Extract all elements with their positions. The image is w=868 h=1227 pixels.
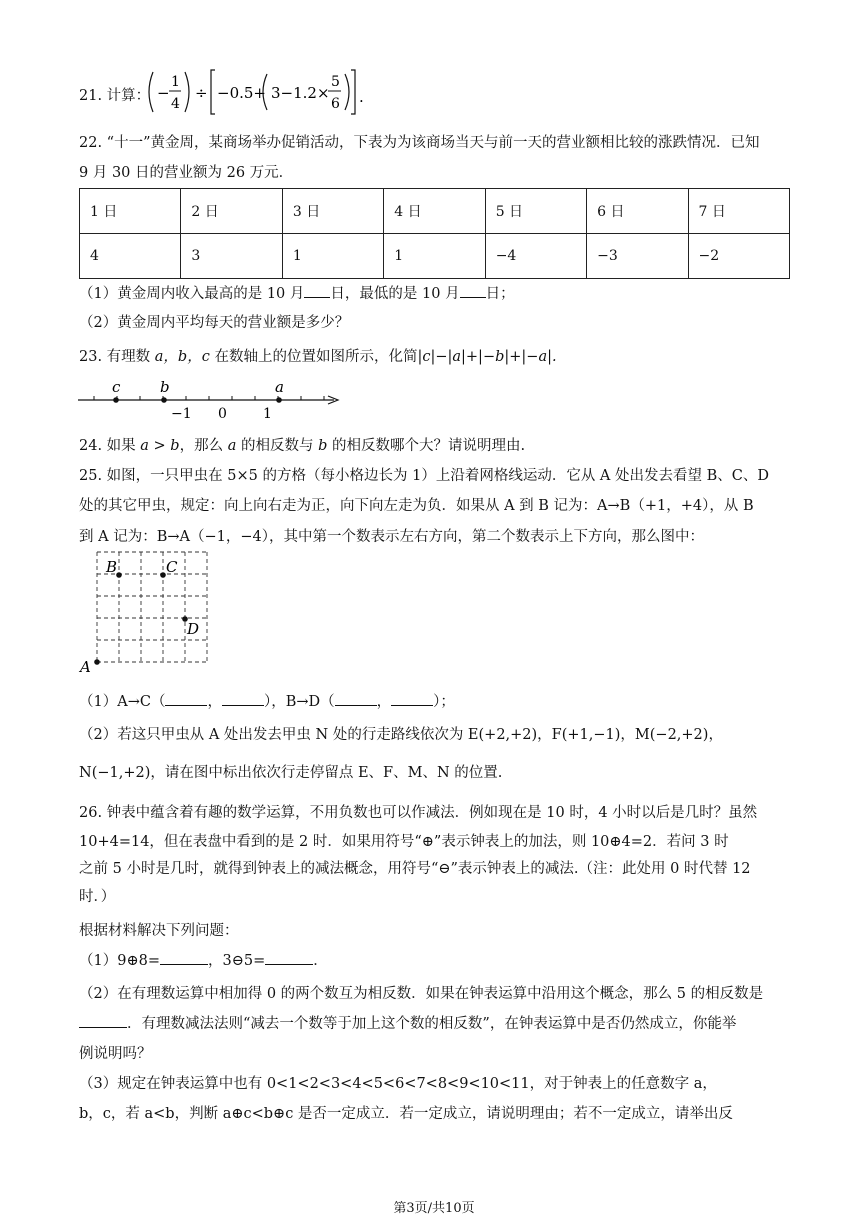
answer-blank[interactable] xyxy=(391,691,433,706)
q26-line2: 10+4=14，但在表盘中看到的是 2 时．如果用符号“⊕”表示钟表上的加法，则 10⊕4=2．若问 3 时 xyxy=(79,834,729,850)
table-cell: 5 日 xyxy=(485,189,586,234)
q21-num2: 5 xyxy=(331,74,340,90)
beetle-grid-diagram xyxy=(76,548,216,678)
q24-text-c: 的相反数与 xyxy=(236,438,319,454)
q26-line3: 之前 5 小时是几时，就得到钟表上的减法概念，用符号“⊖”表示钟表上的减法.（注：此处用 0 时代替 12 xyxy=(79,861,751,877)
table-cell: −3 xyxy=(587,234,688,279)
q23-expression: |c|−|a|+|−b|+|−a|. xyxy=(417,349,557,365)
answer-blank[interactable] xyxy=(304,283,330,298)
q22-line1: 22. “十一”黄金周，某商场举办促销活动，下表为为该商场当天与前一天的营业额相比较的涨跌情况．已知 xyxy=(79,135,760,151)
answer-blank[interactable] xyxy=(222,691,264,706)
q24-text-a: 24. 如果 xyxy=(79,438,141,454)
q25-sub1-text-a: （1）A→C（ xyxy=(79,694,166,710)
q25-line1: 25. 如图，一只甲虫在 5×5 的方格（每小格边长为 1）上沿着网格线运动．它从 A 处出发去看望 B、C、D xyxy=(79,468,769,484)
label-b: b xyxy=(160,378,170,396)
table-cell: −4 xyxy=(485,234,586,279)
q21-den: 4 xyxy=(171,96,180,112)
table-cell: 4 日 xyxy=(384,189,485,234)
answer-blank[interactable] xyxy=(79,1013,127,1028)
sales-change-table xyxy=(79,188,790,279)
q26-material: 根据材料解决下列问题： xyxy=(79,923,239,939)
table-cell: 1 xyxy=(384,234,485,279)
q25-line2: 处的其它甲虫，规定：向上向右走为正，向下向左走为负．如果从 A 到 B 记为：A→B（+1，+4），从 B xyxy=(79,498,754,514)
q25-sub1-text-e: ）； xyxy=(433,694,455,710)
q26-sub2-line1: （2）在有理数运算中相加得 0 的两个数互为相反数．如果在钟表运算中沿用这个概念，那么 5 的相反数是 xyxy=(79,986,764,1002)
answer-blank[interactable] xyxy=(160,950,208,965)
q26-sub2-line2 xyxy=(79,1012,736,1033)
q21-den2: 6 xyxy=(331,96,340,112)
q23-text xyxy=(79,345,557,366)
q25-sub1-sep2: ， xyxy=(376,694,392,710)
q26-sub3-line1: （3）规定在钟表运算中也有 0<1<2<3<4<5<6<7<8<9<10<11，对于钟表上的任意数字 a， xyxy=(79,1076,717,1092)
answer-blank[interactable] xyxy=(165,691,207,706)
table-header-row xyxy=(80,189,790,234)
q22-sub1-text-a: （1）黄金周内收入最高的是 10 月 xyxy=(79,286,305,302)
answer-blank[interactable] xyxy=(265,950,313,965)
q22-sub1-text-c: 日； xyxy=(485,286,515,302)
point-B xyxy=(116,572,122,578)
tick-label-neg1: −1 xyxy=(171,406,192,422)
q21-inner-b: 3−1.2× xyxy=(271,84,330,102)
q26-sub2-text: ．有理数减法法则“减去一个数等于加上这个数的相反数”，在钟表运算中是否仍然成立，你能举 xyxy=(127,1016,737,1032)
q26-sub1 xyxy=(79,949,328,970)
table-cell: 3 日 xyxy=(282,189,383,234)
table-cell: 6 日 xyxy=(587,189,688,234)
q24-text-d: 的相反数哪个大？请说明理由. xyxy=(327,438,526,454)
point-b xyxy=(161,397,167,403)
q21-num: 1 xyxy=(171,74,180,90)
q24-var-b: b xyxy=(318,438,328,454)
q26-sub2-line3: 例说明吗？ xyxy=(79,1046,152,1062)
q21-inner-a: −0.5+ xyxy=(217,84,266,102)
table-cell: 2 日 xyxy=(181,189,282,234)
q24-condition: a > b xyxy=(140,438,180,454)
q24-var-a: a xyxy=(227,438,237,454)
q26-sub3-line2: b，c，若 a<b，判断 a⊕c<b⊕c 是否一定成立．若一定成立，请说明理由；若不一定成立，请举出反 xyxy=(79,1106,733,1122)
point-c xyxy=(113,397,119,403)
table-cell: 4 xyxy=(80,234,181,279)
answer-blank[interactable] xyxy=(460,283,486,298)
table-cell: −2 xyxy=(688,234,789,279)
q24-text xyxy=(79,434,525,455)
q21-minus: − xyxy=(157,84,170,102)
point-C xyxy=(160,572,166,578)
q22-line2: 9 月 30 日的营业额为 26 万元． xyxy=(79,165,294,181)
q26-line1: 26. 钟表中蕴含着有趣的数学运算，不用负数也可以作减法．例如现在是 10 时，4 小时以后是几时？虽然 xyxy=(79,805,758,821)
q22-sub1 xyxy=(79,282,515,303)
label-C: C xyxy=(166,558,178,576)
q22-sub1-text-b: 日，最低的是 10 月 xyxy=(330,286,460,302)
q24-text-b: ，那么 xyxy=(179,438,228,454)
table-cell: 7 日 xyxy=(688,189,789,234)
q26-sub1-text-a: （1）9⊕8= xyxy=(79,953,160,969)
q23-vars: a，b，c xyxy=(154,349,210,365)
point-a xyxy=(276,397,282,403)
q23-text-a: 23. 有理数 xyxy=(79,349,155,365)
q22-sub2: （2）黄金周内平均每天的营业额是多少？ xyxy=(79,315,350,331)
table-cell: 3 xyxy=(181,234,282,279)
q21-label: 21. 计算： xyxy=(79,88,151,104)
tick-label-0: 0 xyxy=(218,406,227,422)
q21-expression xyxy=(145,66,375,118)
q26-sub1-text-c: ． xyxy=(313,953,328,969)
label-A: A xyxy=(80,658,91,676)
q26-sub1-text-b: ，3⊖5= xyxy=(207,953,266,969)
q25-sub2-line2: N(−1,+2)，请在图中标出依次行走停留点 E、F、M、N 的位置. xyxy=(79,765,503,781)
label-a: a xyxy=(275,378,284,396)
label-B: B xyxy=(106,558,118,576)
q25-line3: 到 A 记为：B→A（−1，−4），其中第一个数表示左右方向，第二个数表示上下方向，那么图中： xyxy=(79,529,704,545)
q26-line4: 时．） xyxy=(79,889,116,905)
q25-sub1 xyxy=(79,690,455,711)
table-row xyxy=(80,234,790,279)
answer-blank[interactable] xyxy=(335,691,377,706)
number-line-diagram xyxy=(76,376,346,424)
q25-sub1-text-c: ），B→D（ xyxy=(263,694,335,710)
q25-sub2-line1: （2）若这只甲虫从 A 处出发去甲虫 N 处的行走路线依次为 E(+2,+2)，F(+1,−1)，M(−2,+2)， xyxy=(79,727,723,743)
label-c: c xyxy=(112,378,121,396)
point-A xyxy=(94,659,100,665)
label-D: D xyxy=(187,620,200,638)
q21-end: . xyxy=(359,88,364,106)
page-footer: 第3页/共10页 xyxy=(393,1201,475,1216)
q23-text-b: 在数轴上的位置如图所示，化简 xyxy=(209,349,418,365)
table-cell: 1 日 xyxy=(80,189,181,234)
q25-sub1-sep: ， xyxy=(207,694,222,710)
tick-label-1: 1 xyxy=(263,406,272,422)
q21-div: ÷ xyxy=(195,84,208,102)
table-cell: 1 xyxy=(282,234,383,279)
